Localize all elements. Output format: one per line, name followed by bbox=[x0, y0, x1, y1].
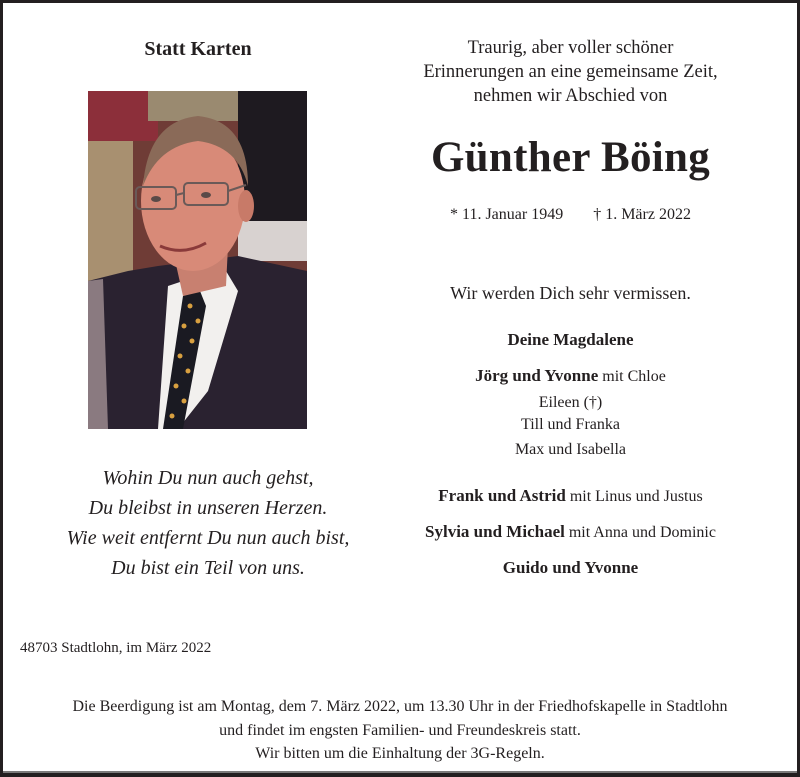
grandchild-line: Till und Franka bbox=[521, 416, 620, 433]
intro-line: Erinnerungen an eine gemeinsame Zeit, bbox=[423, 62, 718, 82]
verse-line: Du bleibst in unseren Herzen. bbox=[88, 497, 328, 519]
birth-date: * 11. Januar 1949 bbox=[450, 206, 564, 223]
family-name: Jörg und Yvonne bbox=[475, 366, 599, 385]
memorial-verse bbox=[33, 463, 383, 583]
death-date: † 1. März 2022 bbox=[593, 206, 691, 223]
family-entry-guido-yvonne bbox=[393, 558, 748, 578]
intro-text bbox=[398, 36, 743, 108]
life-dates bbox=[398, 206, 743, 224]
verse-line: Du bist ein Teil von uns. bbox=[111, 557, 305, 579]
intro-line: Traurig, aber voller schöner bbox=[467, 38, 674, 58]
intro-line: nehmen wir Abschied von bbox=[473, 86, 668, 106]
verse-line: Wie weit entfernt Du nun auch bist, bbox=[66, 527, 350, 549]
statt-karten-heading: Statt Karten bbox=[144, 38, 252, 60]
family-name: Deine Magdalene bbox=[507, 330, 634, 349]
funeral-info bbox=[3, 695, 797, 766]
funeral-line: Die Beerdigung ist am Montag, dem 7. März 2022, um 13.30 Uhr in der Friedhofskapelle in Stadtlohn bbox=[72, 698, 728, 715]
family-children: mit Anna und Dominic bbox=[564, 524, 716, 541]
family-entry-magdalene bbox=[393, 330, 748, 350]
family-name: Frank und Astrid bbox=[438, 486, 566, 505]
funeral-line: Wir bitten um die Einhaltung der 3G-Regeln. bbox=[255, 745, 545, 762]
portrait-photo bbox=[88, 91, 307, 429]
portrait-illustration bbox=[88, 91, 307, 429]
family-entry-joerg-yvonne bbox=[393, 366, 748, 386]
family-entry-sylvia-michael bbox=[393, 522, 748, 542]
verse-line: Wohin Du nun auch gehst, bbox=[102, 467, 314, 489]
family-name: Guido und Yvonne bbox=[502, 558, 639, 577]
family-children: mit Chloe bbox=[598, 368, 666, 385]
miss-line: Wir werden Dich sehr vermissen. bbox=[450, 283, 691, 303]
place-date: 48703 Stadtlohn, im März 2022 bbox=[20, 640, 212, 656]
funeral-line: und findet im engsten Familien- und Freundeskreis statt. bbox=[219, 721, 581, 739]
grandchild-line: Eileen (†) bbox=[538, 394, 603, 411]
grandchildren-list bbox=[393, 392, 748, 461]
family-name: Sylvia und Michael bbox=[425, 522, 565, 541]
grandchild-line: Max und Isabella bbox=[514, 441, 627, 458]
family-entry-frank-astrid bbox=[393, 486, 748, 506]
obituary-card bbox=[3, 3, 797, 773]
family-children: mit Linus und Justus bbox=[565, 488, 703, 505]
deceased-name: Günther Böing bbox=[430, 134, 711, 181]
